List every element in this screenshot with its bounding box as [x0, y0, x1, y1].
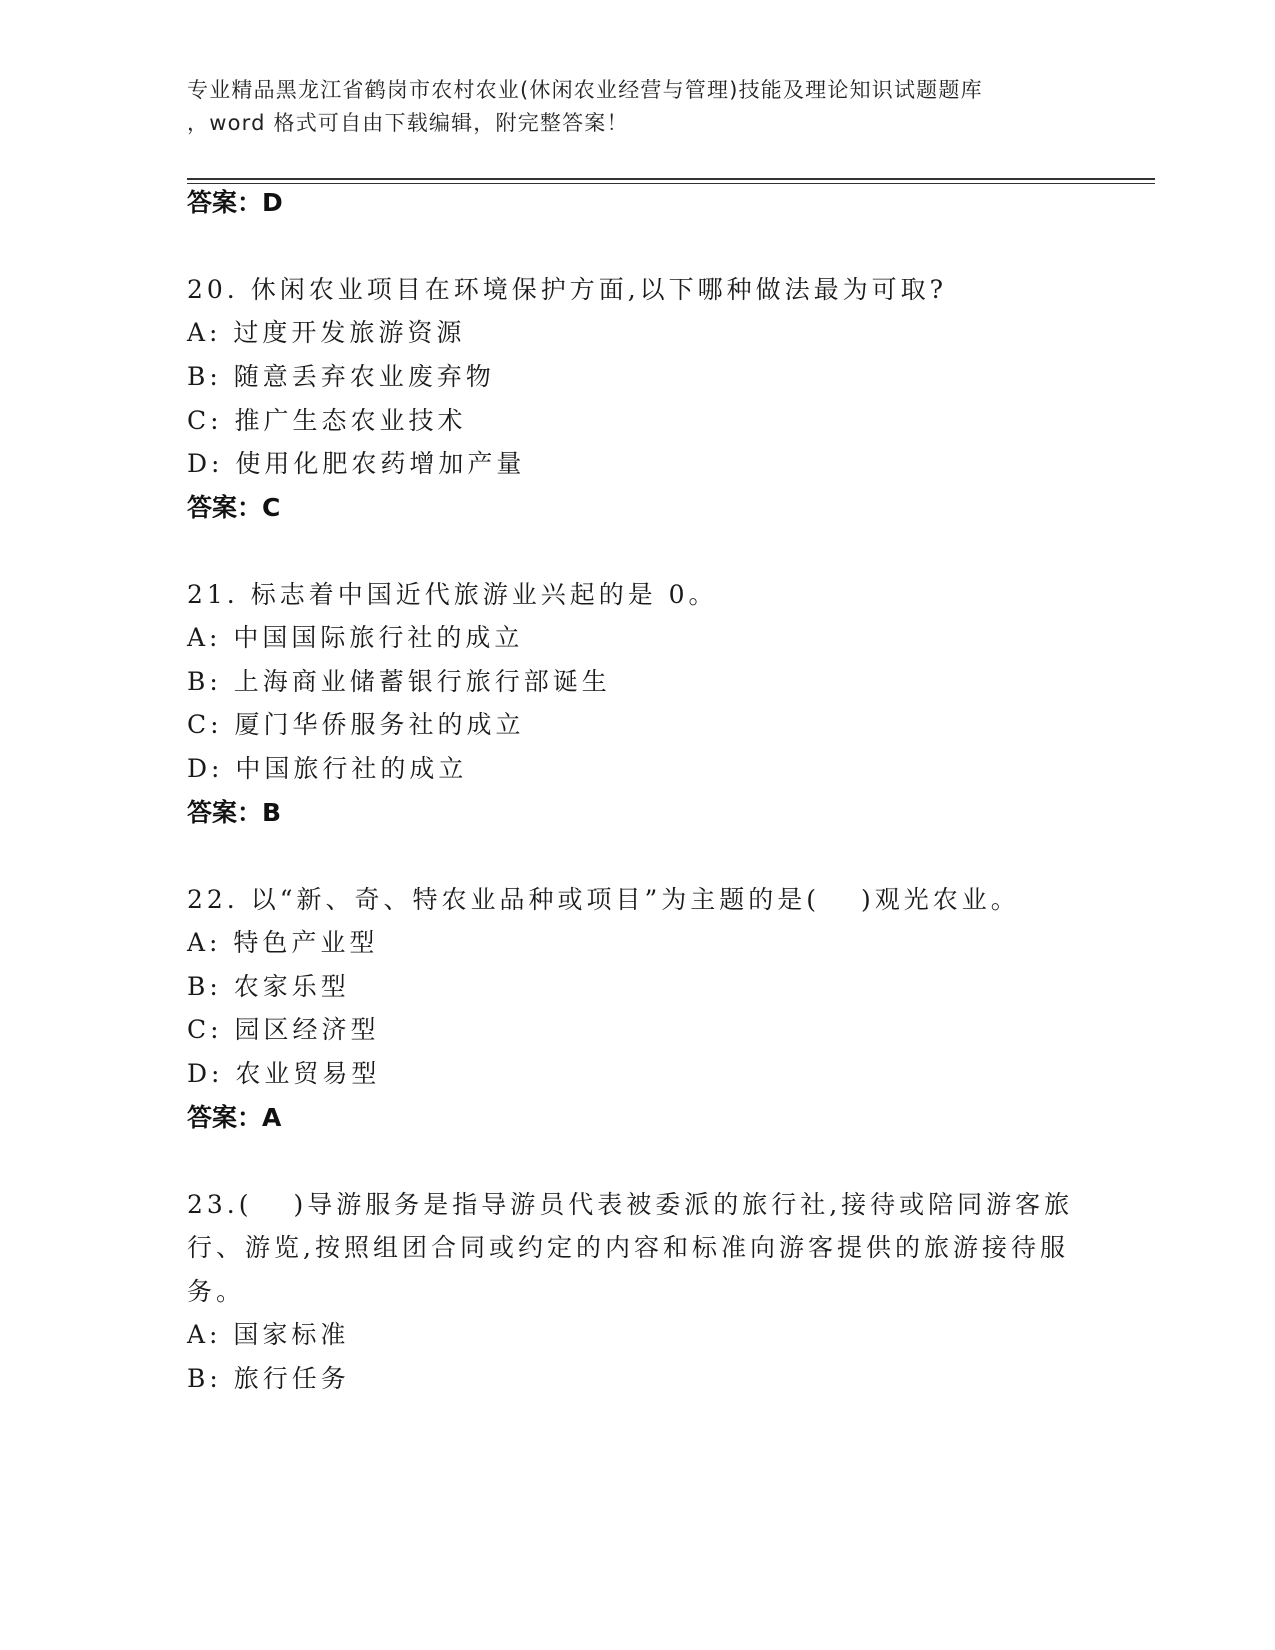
- question-23-stem-line3: 务。: [187, 1277, 246, 1306]
- question-21-option-c: C: 厦门华侨服务社的成立: [187, 710, 525, 739]
- question-21-stem: 21. 标志着中国近代旅游业兴起的是 0。: [187, 580, 718, 609]
- question-23-stem-line2: 行、游览,按照组团合同或约定的内容和标准向游客提供的旅游接待服: [187, 1233, 1069, 1262]
- question-22-answer: 答案：A: [187, 1103, 282, 1132]
- question-22-stem: 22. 以“新、奇、特农业品种或项目”为主题的是( )观光农业。: [187, 885, 1020, 914]
- question-22-option-b: B: 农家乐型: [187, 972, 350, 1001]
- question-21-answer: 答案：B: [187, 798, 282, 827]
- document-header: [187, 74, 1107, 140]
- header-divider-thin: [187, 183, 1155, 184]
- question-22-option-a: A: 特色产业型: [187, 928, 379, 957]
- header-divider-thick: [187, 178, 1155, 180]
- question-23-stem-line1: 23.( )导游服务是指导游员代表被委派的旅行社,接待或陪同游客旅: [187, 1190, 1074, 1219]
- question-22-option-d: D: 农业贸易型: [187, 1059, 381, 1088]
- question-21-option-b: B: 上海商业储蓄银行旅行部诞生: [187, 667, 611, 696]
- question-23-option-a: A: 国家标准: [187, 1320, 350, 1349]
- question-20-option-c: C: 推广生态农业技术: [187, 406, 467, 435]
- previous-answer: 答案：D: [187, 188, 283, 217]
- question-20-option-d: D: 使用化肥农药增加产量: [187, 449, 526, 478]
- question-23-option-b: B: 旅行任务: [187, 1364, 350, 1393]
- question-20-option-b: B: 随意丢弃农业废弃物: [187, 362, 495, 391]
- question-20-option-a: A: 过度开发旅游资源: [187, 318, 466, 347]
- header-title-line1: 专业精品黑龙江省鹤岗市农村农业(休闲农业经营与管理)技能及理论知识试题题库: [187, 78, 983, 102]
- question-20-stem: 20. 休闲农业项目在环境保护方面,以下哪种做法最为可取?: [187, 275, 948, 304]
- question-20-answer: 答案：C: [187, 493, 281, 522]
- question-21-option-a: A: 中国国际旅行社的成立: [187, 623, 524, 652]
- question-21-option-d: D: 中国旅行社的成立: [187, 754, 468, 783]
- question-22-option-c: C: 园区经济型: [187, 1015, 380, 1044]
- header-title-line2: ，word 格式可自由下载编辑，附完整答案！: [187, 111, 629, 135]
